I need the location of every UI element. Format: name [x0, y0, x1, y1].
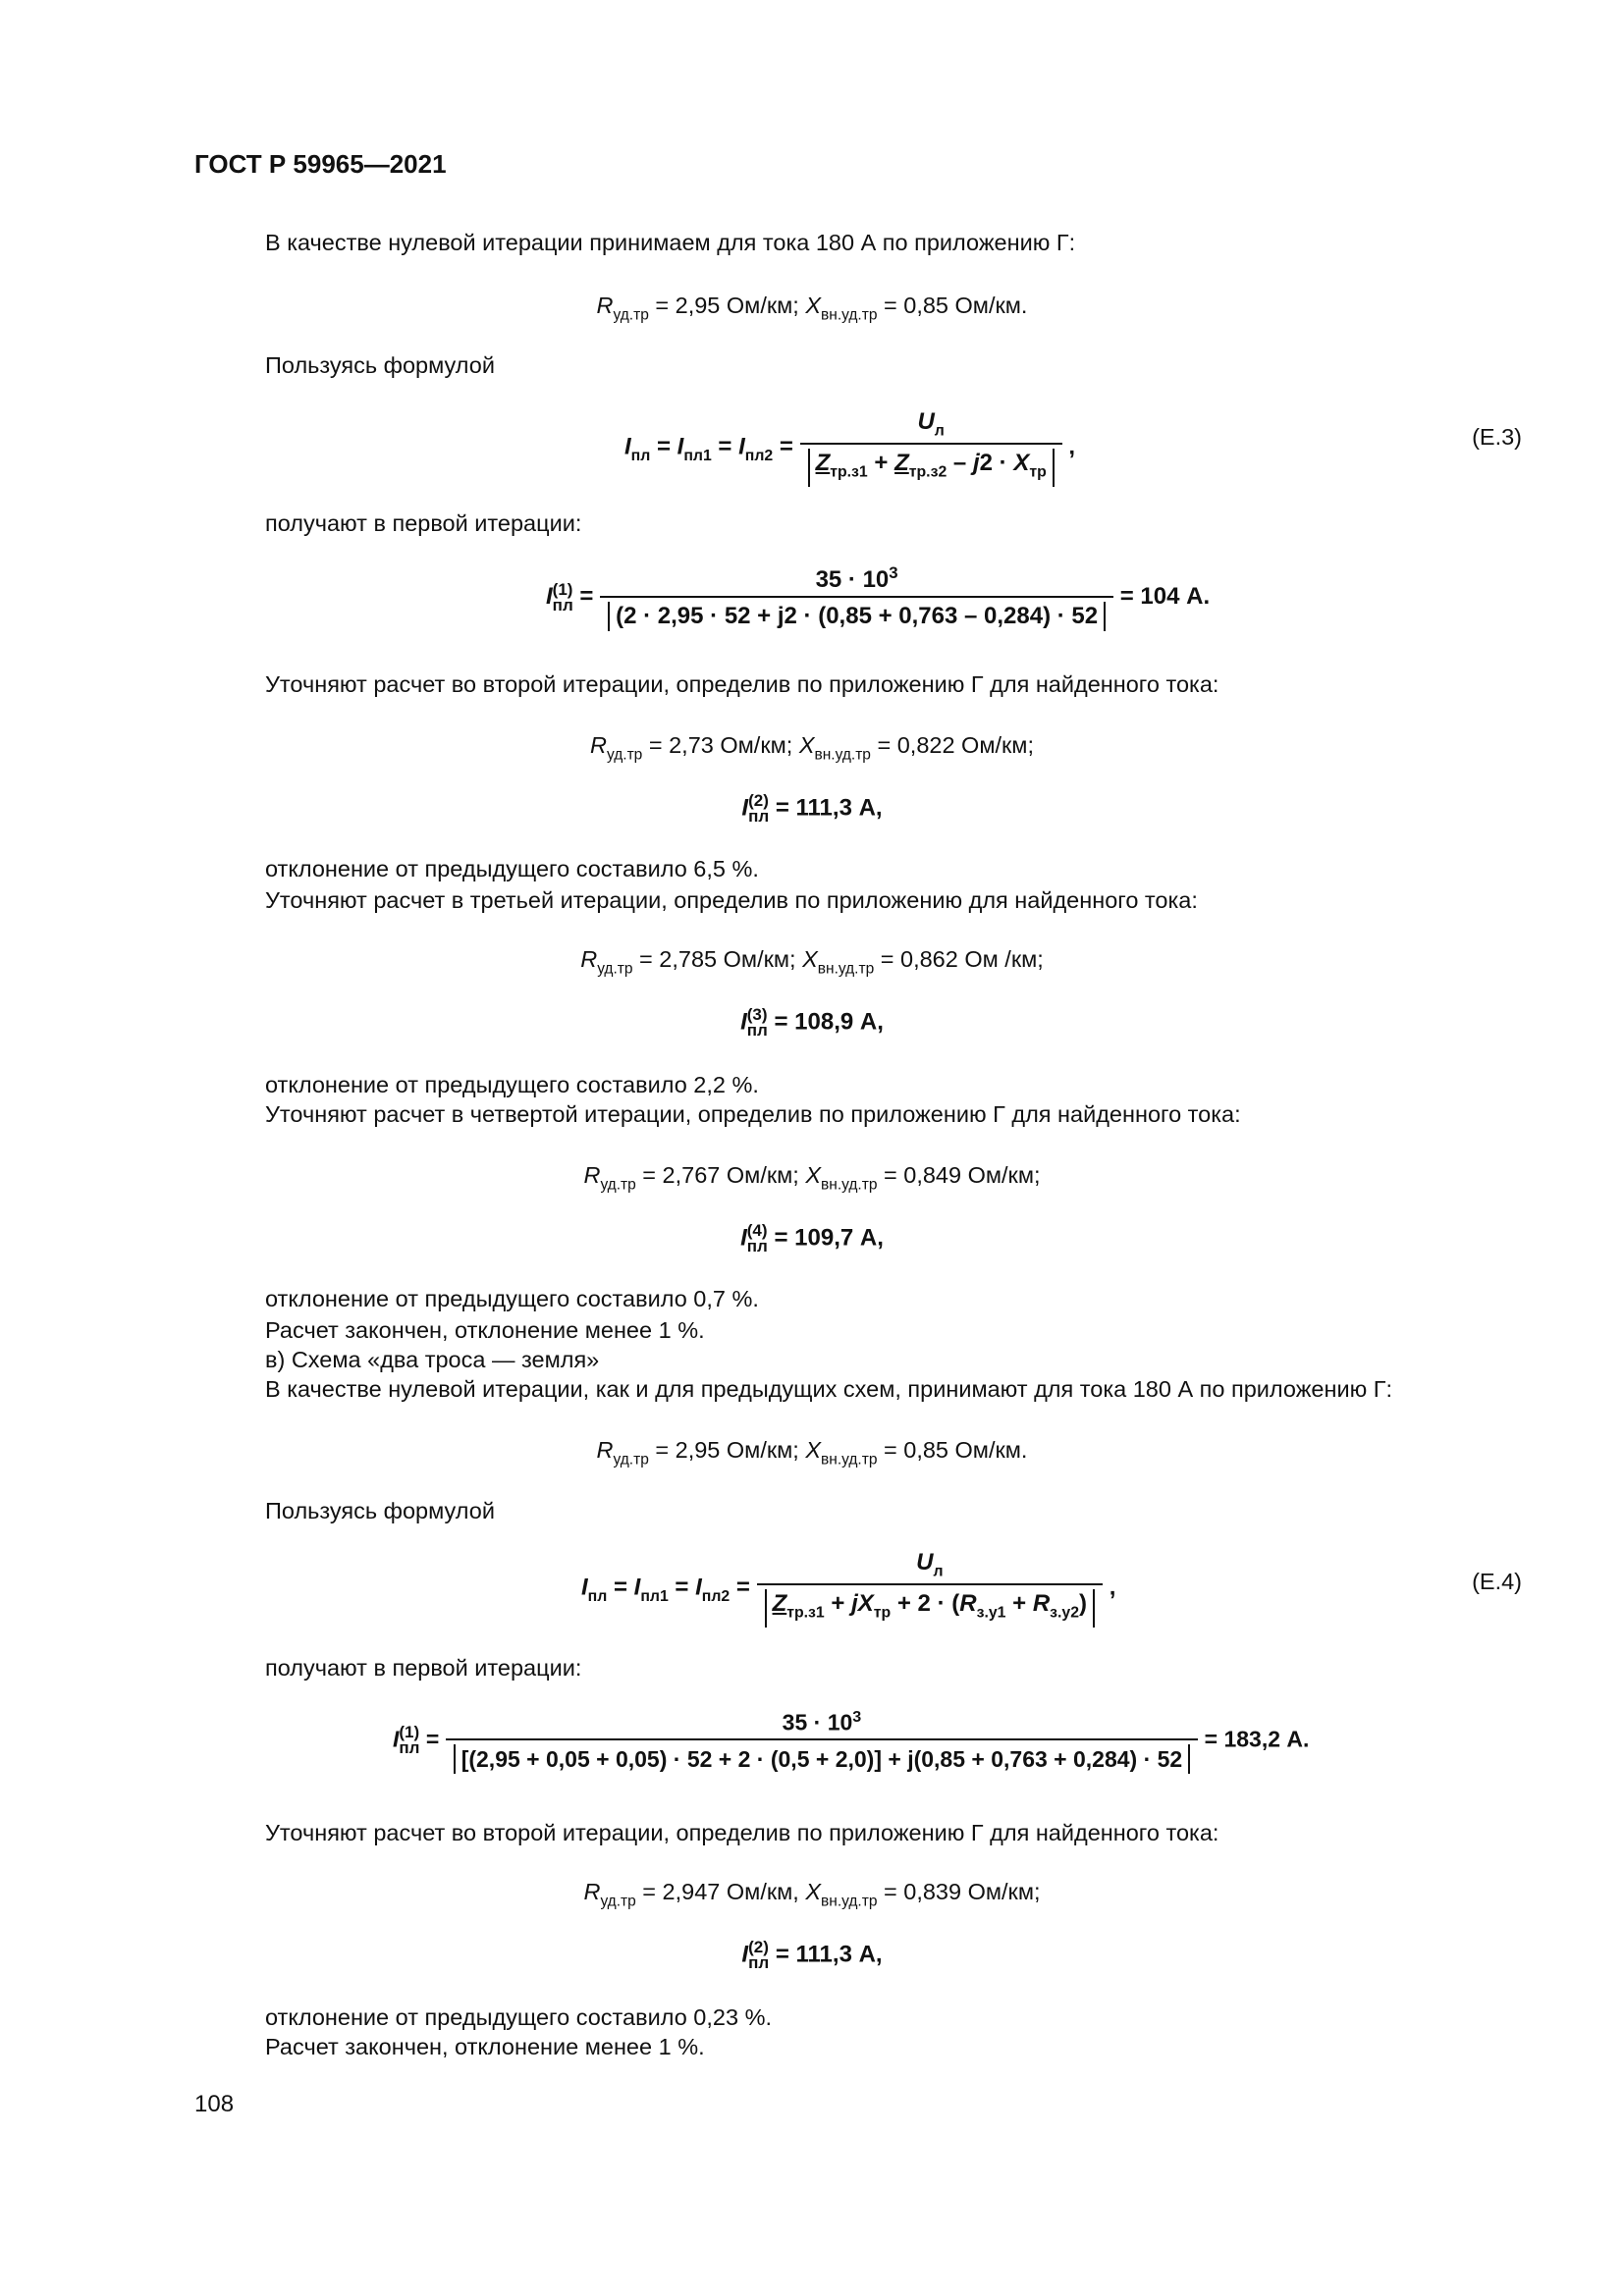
paragraph: Уточняют расчет в четвертой итерации, определив по приложению Г для найденного тока:	[265, 1101, 1241, 1127]
resistance-values-third: $R_{уд.тр} = 2,785$ Ом/км; $X_{вн.уд.тр} = 0,862$ Ом /км;	[580, 946, 1044, 978]
resistance-values-zero-b: $R_{уд.тр} = 2,95$ Ом/км; $X_{вн.уд.тр} = 0,85$ Ом/км.	[596, 1437, 1028, 1468]
formula-e3-fraction: $\frac{U_л}{Z_{тр.з1} + Z_{тр.з2} - j2 \cdot X_{тр}}$	[800, 408, 1062, 487]
page-number: 108	[194, 2091, 235, 2117]
paragraph: В качестве нулевой итерации, как и для предыдущих схем, принимают для тока 180 А по приложению Г:	[265, 1376, 1393, 1402]
paragraph: Уточняют расчет во второй итерации, определив по приложению Г для найденного тока:	[265, 1820, 1219, 1845]
result-e4: = 183,2 А.	[1204, 1726, 1310, 1752]
paragraph: Пользуясь формулой	[265, 352, 495, 378]
formula-e4-fraction: $\frac{U_л}{Z_{тр.з1} + jX_{тр} + 2 \cdot (R_{з.у1} + R_{з.у2})}$	[757, 1549, 1103, 1628]
paragraph: Уточняют расчет во второй итерации, определив по приложению Г для найденного тока:	[265, 671, 1219, 697]
resistance-values-fourth: $R_{уд.тр} = 2,767$ Ом/км; $X_{вн.уд.тр} = 0,849$ Ом/км;	[583, 1162, 1041, 1194]
paragraph: отклонение от предыдущего составило 2,2 %.	[265, 1072, 759, 1097]
resistance-values-second: $R_{уд.тр} = 2,73$ Ом/км; $X_{вн.уд.тр} = 0,822$ Ом/км;	[590, 732, 1034, 764]
iteration-result-3: I (3) пл = 108,9 А,	[740, 1005, 884, 1040]
paragraph: Пользуясь формулой	[265, 1498, 495, 1523]
result-e3: = 104 А.	[1119, 582, 1211, 610]
iteration-result-4: I (4) пл = 109,7 А,	[740, 1221, 884, 1255]
first-iteration-e3: I (1) пл = $\frac{35 \cdot 10^3}{(2 \cdot 2,95 \cdot 52 + j2 \cdot (0,85 + 0,763 - 0,284) \cdot 52}$ = 104 А.	[546, 563, 1211, 629]
paragraph: получают в первой итерации:	[265, 1655, 582, 1681]
resistance-values-second-b: $R_{уд.тр} = 2,947$ Ом/км, $X_{вн.уд.тр} = 0,839$ Ом/км;	[583, 1879, 1041, 1910]
paragraph: отклонение от предыдущего составило 0,23 %.	[265, 2004, 772, 2030]
document-header: ГОСТ Р 59965—2021	[194, 149, 447, 179]
formula-e3: $I_{пл} = I_{пл1} = I_{пл2}$ = $\frac{U_л}{Z_{тр.з1} + Z_{тр.з2} - j2 \cdot X_{тр}}$ ,	[624, 408, 1075, 487]
equation-number-e3: (Е.3)	[1472, 424, 1522, 450]
formula-e4: $I_{пл} = I_{пл1} = I_{пл2}$ = $\frac{U_л}{Z_{тр.з1} + jX_{тр} + 2 \cdot (R_{з.у1} + R_{з.у2})}$ ,	[581, 1549, 1115, 1628]
iteration-result-2: I (2) пл = 111,3 А,	[741, 791, 883, 826]
iteration-result-2b: I (2) пл = 111,3 А,	[741, 1938, 883, 1972]
resistance-values-zero: $R_{уд.тр} = 2,95$ Ом/км; $X_{вн.уд.тр} = 0,85$ Ом/км.	[596, 293, 1028, 324]
paragraph: получают в первой итерации:	[265, 510, 582, 536]
paragraph: в) Схема «два троса — земля»	[265, 1347, 600, 1372]
equation-number-e4: (Е.4)	[1472, 1569, 1522, 1594]
x-value: 0,85 Ом/км.	[903, 293, 1028, 318]
paragraph: отклонение от предыдущего составило 0,7 %.	[265, 1286, 759, 1311]
paragraph: Расчет закончен, отклонение менее 1 %.	[265, 2034, 705, 2059]
paragraph: Уточняют расчет в третьей итерации, определив по приложению для найденного тока:	[265, 887, 1198, 913]
paragraph: Расчет закончен, отклонение менее 1 %.	[265, 1317, 705, 1343]
first-iteration-e4: I (1) пл = $35 \cdot 10^3$ [(2,95 + 0,05 + 0,05) · 52 + 2 · (0,5 + 2,0)] + j(0,85 + 0,763 + 0,284) · 52 = 183,2 А.	[393, 1708, 1310, 1772]
paragraph: отклонение от предыдущего составило 6,5 %.	[265, 856, 759, 881]
paragraph: В качестве нулевой итерации принимаем для тока 180 А по приложению Г:	[265, 230, 1076, 255]
r-value: 2,95 Ом/км	[675, 293, 793, 318]
